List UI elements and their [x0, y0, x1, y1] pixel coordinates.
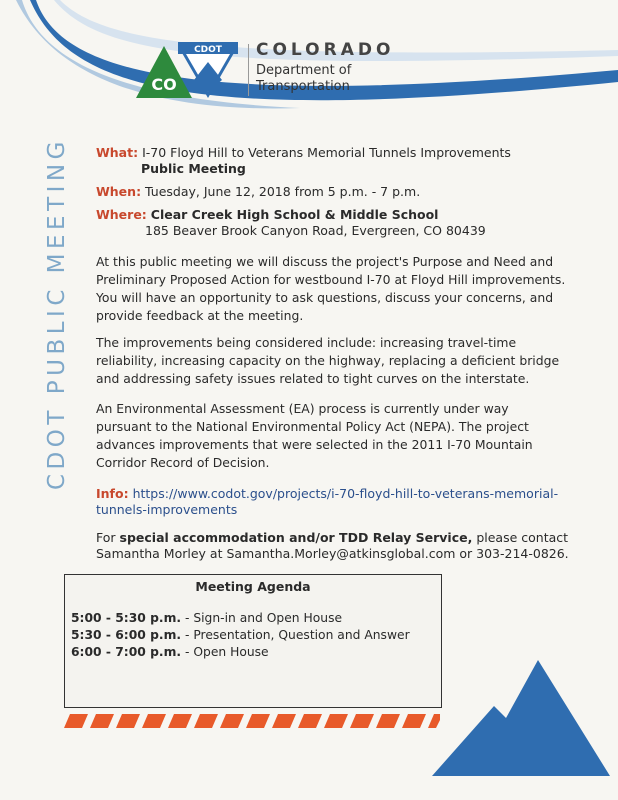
contact-line2: Samantha Morley at Samantha.Morley@atkinsglobal.com or 303-214-0826.: [96, 546, 569, 561]
contact-bold: special accommodation and/or TDD Relay Service,: [119, 530, 473, 545]
what-subtitle: Public Meeting: [141, 161, 246, 176]
logo-initials: CO: [151, 75, 177, 94]
brand-dept-line2: Transportation: [256, 79, 350, 94]
brand-divider: [248, 44, 249, 96]
agenda-desc: - Presentation, Question and Answer: [181, 628, 410, 642]
where-venue: Clear Creek High School & Middle School: [150, 207, 439, 222]
what-value: I-70 Floyd Hill to Veterans Memorial Tunnels Improvements: [142, 145, 511, 160]
agenda-item: [71, 610, 441, 627]
brand-block: [256, 40, 394, 95]
agenda-box: [64, 574, 442, 708]
orange-stripe-border: [64, 714, 440, 728]
agenda-item: [71, 644, 441, 661]
where-address: 185 Beaver Brook Canyon Road, Evergreen, CO 80439: [145, 223, 486, 238]
what-label: What:: [96, 145, 139, 160]
cdot-logo: [134, 40, 246, 100]
contact-suffix: please contact: [472, 530, 569, 545]
paragraph-improvements: The improvements being considered include: increasing travel-time reliability, increasing capacity on the highway, replacing a deficient bridge and addressing safety issues related to tight curves on the interstate.: [96, 335, 560, 386]
paragraph-intro: At this public meeting we will discuss the project's Purpose and Need and Preliminary Proposed Action for westbound I-70 at Floyd Hill improvements. You will have an opportunity to ask questions, discuss your concerns, and provide feedback at the meeting.: [96, 254, 566, 323]
side-title: CDOT PUBLIC MEETING: [44, 137, 70, 490]
agenda-time: 6:00 - 7:00 p.m.: [71, 645, 182, 659]
agenda-desc: - Sign-in and Open House: [181, 611, 343, 625]
agenda-item: [71, 627, 441, 644]
contact-line1: [96, 530, 568, 546]
where-label: Where:: [96, 207, 147, 222]
what-row: [96, 145, 511, 161]
paragraph-environmental: An Environmental Assessment (EA) process is currently under way pursuant to the National Environmental Policy Act (NEPA). The project advances improvements that were selected in the 2011 I-70 Mountain Corridor Record of Decision.: [96, 401, 533, 470]
when-row: [96, 184, 420, 200]
info-label: Info:: [96, 486, 129, 501]
agenda-time: 5:30 - 6:00 p.m.: [71, 628, 182, 642]
info-link-continued[interactable]: tunnels-improvements: [96, 502, 238, 517]
where-row: [96, 207, 438, 223]
agenda-list: [65, 610, 441, 661]
mountain-icon: [432, 660, 610, 776]
when-value: Tuesday, June 12, 2018 from 5 p.m. - 7 p.m.: [145, 184, 421, 199]
agenda-time: 5:00 - 5:30 p.m.: [71, 611, 182, 625]
agenda-title: Meeting Agenda: [195, 579, 311, 594]
info-link[interactable]: https://www.codot.gov/projects/i-70-floyd-hill-to-veterans-memorial-: [132, 486, 559, 501]
contact-prefix: For: [96, 530, 120, 545]
brand-dept-line1: Department of: [256, 63, 352, 78]
logo-text: CDOT: [194, 45, 222, 55]
brand-name: COLORADO: [256, 40, 395, 60]
agenda-desc: - Open House: [181, 645, 269, 659]
when-label: When:: [96, 184, 142, 199]
info-row: [96, 486, 558, 502]
